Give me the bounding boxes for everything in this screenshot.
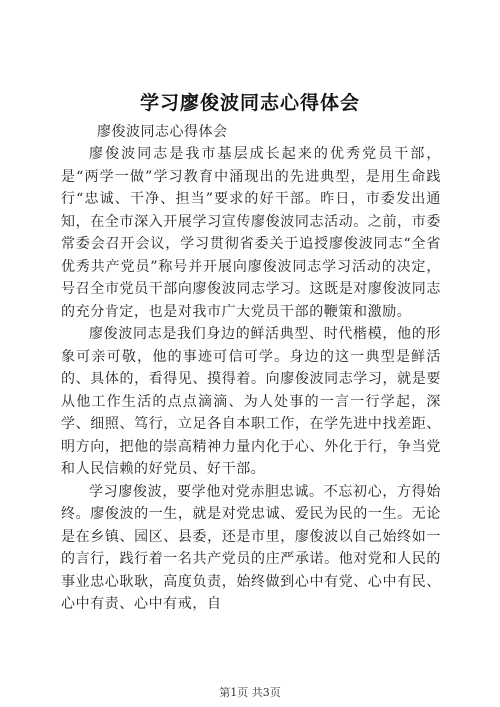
body-paragraph: 学习廖俊波，要学他对党赤胆忠诚。不忘初心，方得始终。廖俊波的一生，就是对党忠诚、爱民为民的一生。无论是在乡镇、园区、县委，还是市里，廖俊波以自己始终如一的言行，践行着一名共产党员的庄严承诺。他对党和人民的事业忠心耿耿，高度负责，始终做到心中有党、心中有民、心中有责、心中有戒，自 [61, 483, 441, 612]
body-paragraph: 廖俊波同志是我们身边的鲜活典型、时代楷模，他的形象可亲可敬，他的事迹可信可学。身边的这一典型是鲜活的、具体的，看得见、摸得着。向廖俊波同志学习，就是要从他工作生活的点点滴滴、为人处事的一言一行学起，深学、细照、笃行，立足各自本职工作，在学先进中找差距、明方向，把他的崇高精神力量内化于心、外化于行，争当党和人民信赖的好党员、好干部。 [61, 326, 441, 477]
document-body [61, 143, 441, 616]
document-subtitle: 廖俊波同志心得体会 [97, 124, 228, 140]
document-title: 学习廖俊波同志心得体会 [139, 92, 360, 114]
body-paragraph: 廖俊波同志是我市基层成长起来的优秀党员干部，是“两学一做”学习教育中涌现出的先进典型，是用生命践行“忠诚、干净、担当”要求的好干部。昨日，市委发出通知，在全市深入开展学习宣传廖俊波同志活动。之前，市委常委会召开会议，学习贯彻省委关于追授廖俊波同志“全省优秀共产党员”称号并开展向廖俊波同志学习活动的决定，号召全市党员干部向廖俊波同志学习。这既是对廖俊波同志的充分肯定，也是对我市广大党员干部的鞭策和激励。 [61, 146, 441, 320]
page-footer: 第1页 共3页 [219, 686, 281, 699]
